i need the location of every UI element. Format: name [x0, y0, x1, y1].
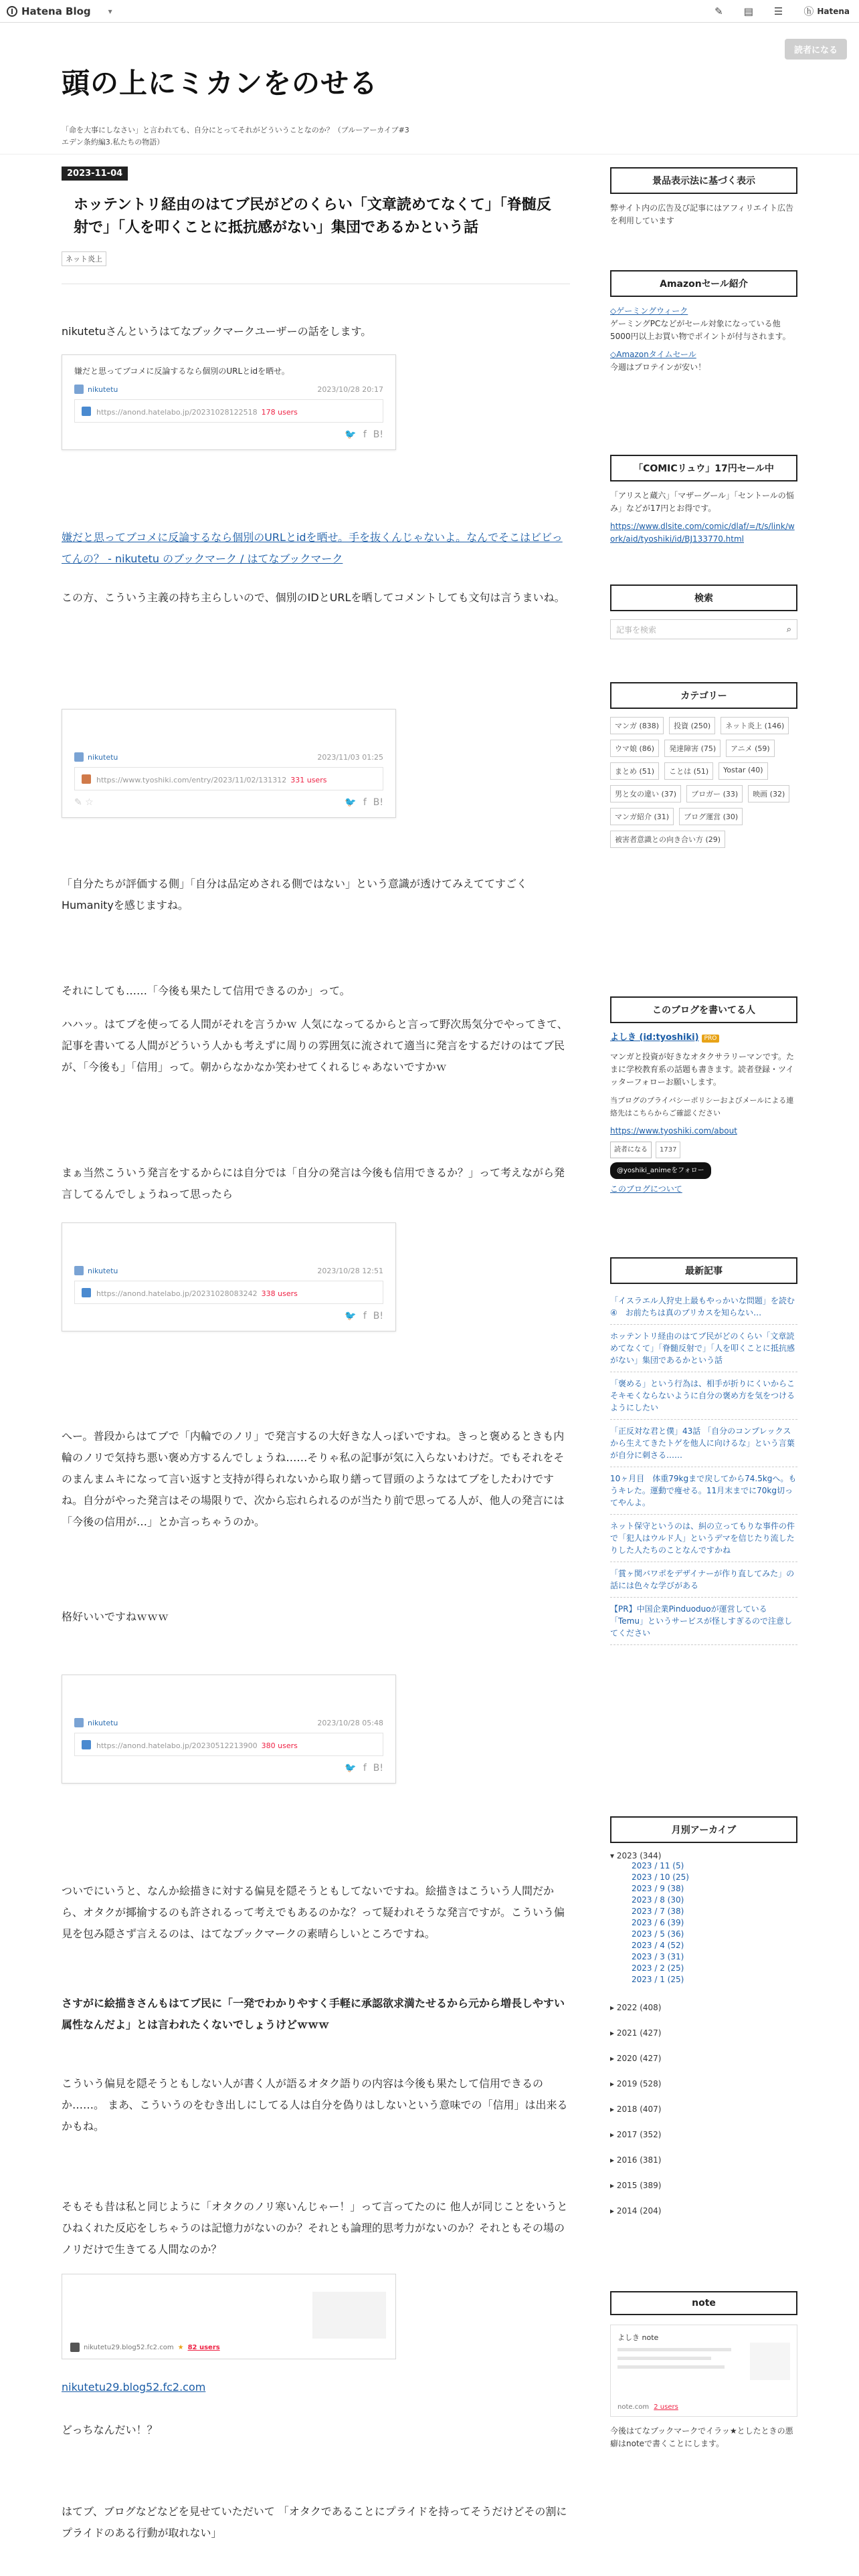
blog-header	[0, 23, 859, 154]
hatena-menu-button[interactable]	[803, 4, 850, 18]
facebook-share-icon[interactable]: f	[363, 1763, 367, 1774]
blog-description: 「命を大事にしなさい」と言われても、自分にとってそれがどういうことなのか？（ブルーアーカイブ#3 エデン条約編3.私たちの物語）	[62, 126, 409, 146]
blog-switch-dropdown[interactable]	[108, 7, 112, 16]
search-module	[610, 584, 797, 639]
recent-entry-link[interactable]: 「正反対な君と僕」43話 「自分のコンプレックスから生えてきたトゲを他人に向けるな」という言葉が自分に刺さる……	[610, 1420, 797, 1467]
bookmark-comment-text	[74, 1232, 383, 1259]
note-card-placeholder-line	[617, 2357, 711, 2360]
comic-sale-link[interactable]: https://www.dlsite.com/comic/dlaf/=/t/s/link/work/aid/tyoshiki/id/BJ133770.html	[610, 522, 795, 544]
embedded-blog-card[interactable]	[62, 2274, 396, 2359]
search-placeholder: 記事を検索	[616, 625, 657, 635]
paragraph: まぁ当然こういう発言をするからには自分では「自分の発言は今後も信用できるか？」って考えながら発言してるんでしょうねって思ったら	[62, 1166, 565, 1200]
blog-link[interactable]	[62, 2377, 570, 2398]
hatena-bookmark-icon[interactable]: B!	[373, 1311, 383, 1321]
bookmarked-entry-url: https://www.tyoshiki.com/entry/2023/11/02/131312	[96, 776, 287, 784]
bookmark-users-count[interactable]: 338 users	[261, 1289, 298, 1298]
facebook-share-icon[interactable]: f	[363, 1311, 367, 1321]
module-heading: 月別アーカイブ	[610, 1816, 797, 1843]
paragraph: ついでにいうと、なんか絵描きに対する偏見を隠そうともしてないですね。絵描きはこういう人間だから、オタクが揶揄するのも許されるって考えでもあるのかな？って疑われそうな発言ですが。こういう偏見を包み隠さず言えるのは、はてなブックマークの素晴らしいところですね。	[62, 1885, 565, 1940]
bookmark-date: 2023/10/28 20:17	[317, 385, 383, 394]
category-item[interactable]: マンガ紹介 (31)	[610, 808, 674, 825]
archive-month-link[interactable]: 2023 / 11 (5)	[632, 1861, 684, 1870]
module-heading: 検索	[610, 584, 797, 611]
follower-count: 1737	[656, 1142, 680, 1158]
category-item[interactable]: ブログ運営 (30)	[679, 808, 743, 825]
archive-month-link[interactable]: 2023 / 6 (39)	[632, 1918, 684, 1927]
search-icon[interactable]: ⌕	[786, 624, 791, 635]
category-item[interactable]: 映画 (32)	[748, 785, 789, 802]
archive-year-toggle[interactable]: ▾ 2023 (344)	[610, 1851, 662, 1860]
amazon-sale-link[interactable]: ◇Amazonタイムセール	[610, 350, 696, 359]
x-follow-button[interactable]: @yoshiki_animeをフォロー	[610, 1162, 711, 1179]
quoted-bookmark-anchor[interactable]: 嫌だと思ってブコメに反論するなら個別のURLとidを晒せ。手を抜くんじゃないよ。なんでそこはビビってんの？ - nikutetu のブックマーク / はてなブックマーク	[62, 531, 563, 565]
bookmark-date: 2023/10/28 12:51	[317, 1266, 383, 1275]
module-heading: note	[610, 2291, 797, 2315]
avatar	[74, 1266, 84, 1275]
paragraph: 「自分たちが評価する側」「自分は品定めされる側ではない」という意識が透けてみえててすごくHumanityを感じますね。	[62, 877, 528, 911]
category-module	[610, 682, 797, 848]
archive-year-toggle[interactable]: ▸ 2014 (204)	[610, 2206, 662, 2216]
note-description: 今後はてなブックマークでイラッ★としたときの悪癖はnoteで書くことにします。	[610, 2426, 793, 2448]
archive-month-link[interactable]: 2023 / 7 (38)	[632, 1907, 684, 1916]
bookmarked-entry-link[interactable]	[74, 767, 383, 790]
bookmark-users-count[interactable]: 2 users	[654, 2403, 678, 2411]
archive-month-link[interactable]: 2023 / 1 (25)	[632, 1975, 684, 1984]
module-heading: 「COMICリュウ」17円セール中	[610, 455, 797, 481]
paragraph: それにしても……「今後も果たして信用できるのか」って。	[62, 984, 351, 997]
bookmark-comment-card	[62, 709, 396, 818]
note-card-thumbnail	[750, 2343, 790, 2380]
recent-entries-module	[610, 1257, 797, 1645]
edit-button[interactable]	[714, 5, 727, 17]
module-heading: このブログを書いてる人	[610, 996, 797, 1023]
category-item[interactable]: ブロガー (33)	[686, 785, 743, 802]
comic-sale-module	[610, 455, 797, 546]
avatar	[74, 385, 84, 394]
recent-entry-link[interactable]: 「褒める」という行為は、相手が折りにくいからこそキモくならないように自分の褒め方を気をつけるようにしたい	[610, 1372, 797, 1420]
bookmark-user-link[interactable]: nikutetu	[88, 752, 118, 762]
bookmark-user-link[interactable]: nikutetu	[88, 1266, 118, 1275]
archive-year-toggle[interactable]: ▸ 2022 (408)	[610, 2003, 662, 2012]
note-site: note.com	[617, 2403, 650, 2411]
archive-year-toggle[interactable]: ▸ 2020 (427)	[610, 2054, 662, 2063]
profile-name-link[interactable]: よしき (id:tyoshiki)	[610, 1033, 699, 1043]
dashboard-icon: ▤	[743, 5, 753, 17]
blog-title[interactable]: 頭の上にミカンをのせる	[62, 67, 379, 100]
paragraph: この方、こういう主義の持ち主らしいので、個別のIDとURLを晒してコメントしても文句は言うまいね。	[62, 591, 565, 604]
facebook-share-icon[interactable]: f	[363, 797, 367, 808]
archive-month-link[interactable]: 2023 / 8 (30)	[632, 1895, 684, 1905]
bookmark-comment-text	[74, 719, 383, 746]
paragraph: どっちなんだい！？	[62, 2424, 158, 2436]
category-item[interactable]: 発達障害 (75)	[664, 740, 721, 757]
twitter-share-icon[interactable]: 🐦	[345, 1311, 357, 1321]
archive-month-link[interactable]: 2023 / 9 (38)	[632, 1884, 684, 1893]
note-card-placeholder-line	[617, 2348, 731, 2351]
recent-entry-link[interactable]: 【PR】中国企業Pinduoduoが運営している「Temu」というサービスが怪しすぎるので注意してください	[610, 1598, 797, 1645]
archive-year-toggle[interactable]: ▸ 2016 (381)	[610, 2155, 662, 2165]
amazon-sale-link[interactable]: ◇ゲーミングウィーク	[610, 306, 688, 316]
pro-badge: PRO	[702, 1035, 720, 1043]
quoted-bookmark-link[interactable]	[62, 527, 570, 570]
hatena-bookmark-icon: ★	[177, 2343, 184, 2351]
recent-entry-link[interactable]: 「イスラエル人狩史上最もやっかいな問題」を読む④ お前たちは真のブリカスを知らない…	[610, 1289, 797, 1325]
bookmark-comment-card	[62, 1222, 396, 1331]
comic-sale-text: 「アリスと蔵六」「マザーグール」「セントールの悩み」などが17円とお得です。	[610, 491, 794, 513]
note-card-placeholder-line	[617, 2365, 725, 2369]
archive-month-link[interactable]: 2023 / 2 (25)	[632, 1963, 684, 1973]
site-favicon-icon	[82, 1740, 91, 1749]
archive-year-toggle[interactable]: ▸ 2017 (352)	[610, 2130, 662, 2139]
blog-card-thumbnail	[312, 2292, 386, 2339]
module-heading: 景品表示法に基づく表示	[610, 167, 797, 194]
category-item[interactable]: マンガ (838)	[610, 717, 664, 734]
category-item[interactable]: アニメ (59)	[726, 740, 775, 757]
note-embed-card[interactable]	[610, 2325, 797, 2417]
hatena-bookmark-icon[interactable]: B!	[373, 797, 383, 808]
module-heading: Amazonセール紹介	[610, 270, 797, 297]
chevron-down-icon: ▾	[108, 6, 112, 16]
bookmarked-entry-link[interactable]	[74, 399, 383, 423]
hatena-blog-logo[interactable]	[7, 5, 91, 17]
follow-button[interactable]: 読者になる	[610, 1142, 652, 1158]
hatena-label: Hatena	[817, 6, 850, 16]
bookmark-users-count[interactable]: 380 users	[261, 1741, 298, 1750]
paragraph: ハハッ。はてブを使ってる人間がそれを言うかｗ 人気になってるからと言って野次馬気分でやってきて、記事を書いてる人間がどういう人かも考えずに周りの雰囲気に流されて適当に発言をするだけのはてブ民が、「今後も」「信用」って。朝からなかなか笑わせてくれるじゃあないですかｗ	[62, 1018, 568, 1073]
paragraph: そもそも昔は私と同じように「オタクのノリ寒いんじゃー！」って言ってたのに 他人が同じことをいうとひねくれた反応をしちゃうのは記憶力がないのか？それとも論理的思考力がないのか？それともその場のノリだけで生きてる人間なのか？	[62, 2200, 568, 2256]
archive-month-link[interactable]: 2023 / 4 (52)	[632, 1941, 684, 1950]
twitter-share-icon[interactable]: 🐦	[345, 797, 357, 808]
amazon-sale-text: 今週はプロテインが安い！	[610, 362, 706, 372]
recent-entry-link[interactable]: ホッテントリ経由のはてブ民がどのくらい「文章読めてなくて」「脊髄反射で」「人を叩くことに抵抗感がない」集団であるかという話	[610, 1325, 797, 1372]
entry-date[interactable]: 2023-11-04	[62, 167, 128, 181]
category-item[interactable]: ウマ娘 (86)	[610, 740, 659, 757]
bookmark-comment-card	[62, 354, 396, 450]
bookmark-users-count[interactable]: 178 users	[261, 408, 298, 417]
hatena-blog-logo-text: Hatena Blog	[21, 5, 91, 17]
hatena-bookmark-icon[interactable]: B!	[373, 1763, 383, 1774]
archive-month-link[interactable]: 2023 / 3 (31)	[632, 1952, 684, 1961]
privacy-text: 当ブログのプライバシーポリシーおよびメールによる連絡先はこちらからご確認ください	[610, 1096, 794, 1117]
manage-button[interactable]	[744, 5, 757, 17]
list-icon: ☰	[773, 5, 783, 17]
bookmarked-entry-url: https://anond.hatelabo.jp/20230512213900	[96, 1741, 258, 1750]
archive-module	[610, 1816, 797, 2216]
paragraph: 格好いいですねｗｗｗ	[62, 1610, 169, 1623]
star-icon[interactable]: ✎ ☆	[74, 797, 94, 808]
category-item[interactable]: Yostar (40)	[719, 762, 767, 780]
site-favicon-icon	[82, 407, 91, 416]
site-favicon-icon	[82, 774, 91, 784]
bookmark-users-count[interactable]: 82 users	[187, 2343, 220, 2351]
profile-module	[610, 996, 797, 1201]
amazon-sale-module	[610, 270, 797, 379]
bookmark-date: 2023/10/28 05:48	[317, 1718, 383, 1727]
archive-year-toggle[interactable]: ▸ 2021 (427)	[610, 2028, 662, 2038]
category-item[interactable]: ことは (51)	[664, 762, 713, 780]
site-favicon-icon	[82, 1288, 91, 1297]
recent-entry-link[interactable]: 「賞ヶ関バワポをデザイナーが作り直してみた」の話には色々な学びがある	[610, 1562, 797, 1598]
avatar	[74, 1718, 84, 1727]
disclosure-text: 弊サイト内の広告及び記事にはアフィリエイト広告を利用しています	[610, 203, 793, 225]
paragraph: こういう偏見を隠そうともしない人が書く人が語るオタク語りの内容は今後も果たして信用できるのか……。 まあ、こういうのをむき出しにしてる人は自分を偽りはしないという意味での「信用」は出来るかもね。	[62, 2077, 568, 2133]
module-heading: 最新記事	[610, 1257, 797, 1284]
amazon-sale-text: ゲーミングPCなどがセール対象になっている他 5000円以上お買い物でポイントが付与されます。	[610, 319, 791, 341]
archive-month-link[interactable]: 2023 / 10 (25)	[632, 1872, 689, 1882]
bookmark-comment-text	[74, 1685, 383, 1711]
blog-link-anchor[interactable]: nikutetu29.blog52.fc2.com	[62, 2381, 206, 2393]
archive-year-toggle[interactable]: ▸ 2018 (407)	[610, 2105, 662, 2114]
about-blog-link[interactable]: このブログについて	[610, 1184, 682, 1194]
twitter-share-icon[interactable]: 🐦	[345, 429, 357, 440]
profile-bio: マンガと投資が好きなオタクサラリーマンです。たまに学校教育系の話題も書きます。読者登録・ツイッターフォローお願いします。	[610, 1052, 795, 1087]
bookmark-user-link[interactable]: nikutetu	[88, 385, 118, 394]
category-item[interactable]: 被害者意識との向き合い方 (29)	[610, 831, 725, 848]
paragraph: へー。普段からはてブで「内輪でのノリ」で発言するの大好きな人っぽいですね。きっと褒めるときも内輪のノリで気持ち悪い褒め方するんでしょうね……そりゃ私の記事が気に入らないわけだ。でもそれをそのまんまムキになって言い返すと支持が得られないから取り繕って冒頭のようなはてブをしたわけですね。自分がやった発言はその場限りで、次から忘れられるのが当たり前で思ってる人が、他人の発言には「今後の信用が…」とか言っちゃうのか。	[62, 1430, 565, 1528]
module-heading: カテゴリー	[610, 682, 797, 709]
paragraph: はてブ、ブログなどなどを見せていただいて 「オタクであることにプライドを持ってそうだけどその割にプライドのある行動が取れない」	[62, 2505, 567, 2539]
archive-month-link[interactable]: 2023 / 5 (36)	[632, 1929, 684, 1939]
category-item[interactable]: まとめ (51)	[610, 762, 659, 780]
archive-year-toggle[interactable]: ▸ 2019 (528)	[610, 2079, 662, 2088]
subscribe-button[interactable]: 読者になる	[785, 39, 847, 60]
note-card-title: よしき note	[617, 2333, 659, 2342]
search-input[interactable]	[610, 619, 797, 639]
bookmarked-entry-url: https://anond.hatelabo.jp/20231028122518	[96, 408, 258, 417]
site-favicon-icon	[70, 2343, 80, 2352]
category-item[interactable]: 男と女の違い (37)	[610, 785, 681, 802]
facebook-share-icon[interactable]: f	[363, 429, 367, 440]
article	[62, 166, 570, 2539]
category-item[interactable]: 投資 (250)	[669, 717, 715, 734]
paragraph: nikutetuさんというはてなブックマークユーザーの話をします。	[62, 325, 372, 338]
bookmark-user-link[interactable]: nikutetu	[88, 1718, 118, 1727]
recent-entry-link[interactable]: 10ヶ月目 体重79kgまで戻してから74.5kgへ。もうキレた。運動で痩せる。11月末までに70kg切ってやんよ。	[610, 1467, 797, 1515]
entry-category-tag[interactable]: ネット炎上	[62, 251, 106, 266]
bookmark-date: 2023/11/03 01:25	[317, 752, 383, 762]
blog-card-site: nikutetu29.blog52.fc2.com	[84, 2343, 174, 2351]
privacy-link[interactable]: https://www.tyoshiki.com/about	[610, 1126, 737, 1136]
category-item[interactable]: ネット炎上 (146)	[721, 717, 789, 734]
recent-entry-link[interactable]: ネット保守というのは、糾の立ってもりな事件の件で「犯人はウルド人」というデマを信じたり流したりした人たちのことなんですかね	[610, 1515, 797, 1562]
avatar	[74, 752, 84, 762]
pencil-icon: ✎	[714, 5, 723, 17]
twitter-share-icon[interactable]: 🐦	[345, 1763, 357, 1774]
disclosure-module	[610, 167, 797, 233]
category-list	[610, 717, 797, 848]
entry-title[interactable]: ホッテントリ経由のはてブ民がどのくらい「文章読めてなくて」「脊髄反射で」「人を叩くことに抵抗感がない」集団であるかという話	[74, 197, 551, 236]
hatena-icon: ⓗ	[803, 5, 814, 17]
note-module	[610, 2291, 797, 2456]
bookmarked-entry-url: https://anond.hatelabo.jp/20231028083242	[96, 1289, 258, 1298]
bookmark-comment-text: 嫌だと思ってブコメに反論するなら個別のURLとidを晒せ。	[74, 366, 290, 376]
bookmark-users-count[interactable]: 331 users	[290, 776, 327, 784]
bookmark-comment-card	[62, 1675, 396, 1784]
emphasized-paragraph: さすがに絵描きさんもはてブ民に「一発でわかりやすく手軽に承認欲求満たせるから元から増長しやすい属性なんだよ」とは言われたくないでしょうけどｗｗｗ	[62, 1997, 565, 2031]
hatena-logo-icon	[7, 6, 17, 17]
bookmarked-entry-link[interactable]	[74, 1733, 383, 1756]
hatena-bookmark-icon[interactable]: B!	[373, 429, 383, 440]
hatena-topbar	[0, 0, 859, 23]
reader-button[interactable]	[774, 5, 786, 17]
bookmarked-entry-link[interactable]	[74, 1281, 383, 1304]
archive-year-toggle[interactable]: ▸ 2015 (389)	[610, 2181, 662, 2190]
